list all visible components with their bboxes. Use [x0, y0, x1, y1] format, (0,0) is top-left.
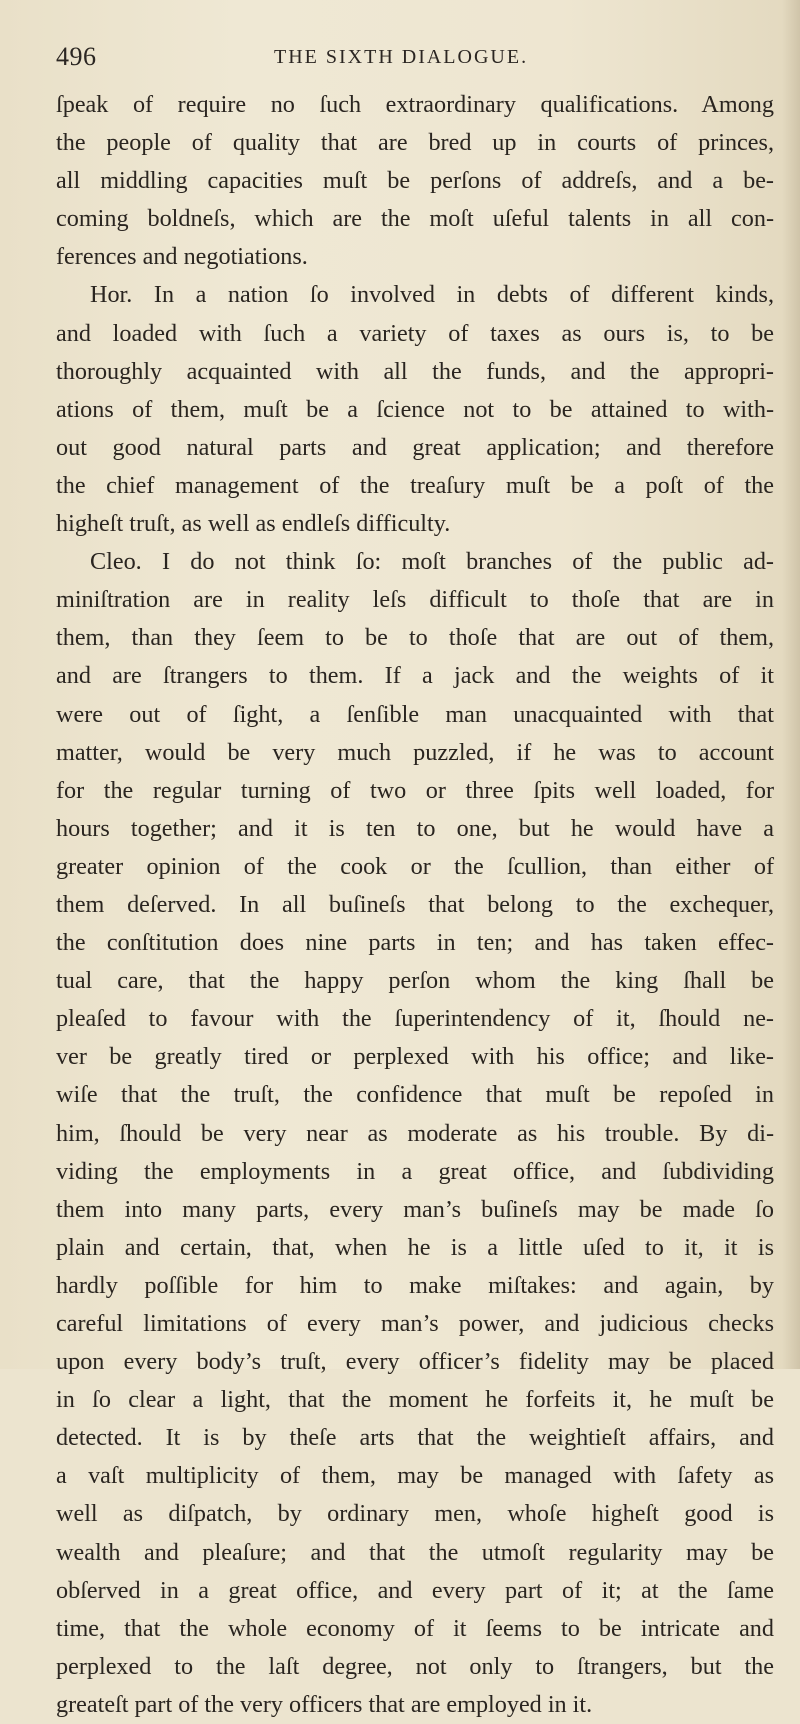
- text-line: wealth and pleaſure; and that the utmoſt regularity may be: [56, 1538, 774, 1566]
- text-line: pleaſed to favour with the ſuperintendency of it, ſhould ne-: [56, 1005, 774, 1033]
- text-line: hours together; and it is ten to one, but he would have a: [56, 814, 774, 842]
- text-line: them, than they ſeem to be to thoſe that are out of them,: [56, 624, 774, 652]
- text-line: them into many parts, every man’s buſineſs may be made ſo: [56, 1195, 774, 1223]
- text-line: well as diſpatch, by ordinary men, whoſe higheſt good is: [56, 1500, 774, 1528]
- text-line: a vaſt multiplicity of them, may be managed with ſafety as: [56, 1462, 774, 1490]
- text-line: the conſtitution does nine parts in ten; and has taken effec-: [56, 929, 774, 957]
- text-line: higheſt truſt, as well as endleſs difficulty.: [56, 510, 451, 538]
- text-line: plain and certain, that, when he is a little uſed to it, it is: [56, 1233, 774, 1261]
- text-line: for the regular turning of two or three ſpits well loaded, for: [56, 776, 774, 804]
- text-line: and are ſtrangers to them. If a jack and the weights of it: [56, 662, 774, 690]
- page-number: 496: [56, 42, 97, 71]
- text-line: and loaded with ſuch a variety of taxes as ours is, to be: [56, 319, 774, 347]
- text-line: Hor. In a nation ſo involved in debts of different kinds,: [90, 281, 774, 309]
- text-line: all middling capacities muſt be perſons of addreſs, and a be-: [56, 167, 774, 195]
- text-line: coming boldneſs, which are the moſt uſeful talents in all con-: [56, 205, 774, 233]
- text-line: miniſtration are in reality leſs difficult to thoſe that are in: [56, 586, 774, 614]
- text-line: careful limitations of every man’s power, and judicious checks: [56, 1310, 774, 1337]
- text-line: him, ſhould be very near as moderate as his trouble. By di-: [56, 1119, 774, 1147]
- text-line: upon every body’s truſt, every officer’s fidelity may be placed: [56, 1348, 774, 1376]
- text-line: perplexed to the laſt degree, not only to ſtrangers, but the: [56, 1652, 774, 1680]
- text-line: matter, would be very much puzzled, if he was to account: [56, 738, 774, 766]
- text-line: the chief management of the treaſury muſt be a poſt of the: [56, 471, 774, 499]
- text-line: Cleo. I do not think ſo: moſt branches of the public ad-: [90, 548, 774, 576]
- text-line: obſerved in a great office, and every part of it; at the ſame: [56, 1576, 774, 1604]
- text-line: were out of ſight, a ſenſible man unacquainted with that: [56, 700, 774, 728]
- text-line: in ſo clear a light, that the moment he forfeits it, he muſt be: [56, 1386, 774, 1414]
- text-line: hardly poſſible for him to make miſtakes: and again, by: [56, 1271, 774, 1299]
- text-line: ferences and negotiations.: [56, 243, 308, 271]
- text-line: out good natural parts and great application; and therefore: [56, 433, 774, 461]
- text-line: ations of them, muſt be a ſcience not to be attained to with-: [56, 395, 774, 423]
- text-line: viding the employments in a great office, and ſubdividing: [56, 1157, 774, 1185]
- text-line: thoroughly acquainted with all the funds, and the appropri-: [56, 357, 774, 385]
- text-line: tual care, that the happy perſon whom the king ſhall be: [56, 967, 774, 995]
- text-line: ver be greatly tired or perplexed with his office; and like-: [56, 1043, 774, 1071]
- text-line: time, that the whole economy of it ſeems to be intricate and: [56, 1614, 774, 1642]
- page-edge-shadow: [782, 0, 800, 1369]
- text-line: detected. It is by theſe arts that the weightieſt affairs, and: [56, 1424, 774, 1452]
- text-line: greateſt part of the very officers that are employed in it.: [56, 1690, 593, 1718]
- text-line: the people of quality that are bred up in courts of princes,: [56, 129, 774, 157]
- text-line: ſpeak of require no ſuch extraordinary qualifications. Among: [56, 91, 774, 118]
- body-text: [56, 86, 774, 1724]
- text-line: wiſe that the truſt, the confidence that muſt be repoſed in: [56, 1081, 774, 1109]
- text-line: them deſerved. In all buſineſs that belong to the exchequer,: [56, 890, 774, 918]
- running-head: THE SIXTH DIALOGUE.: [274, 46, 529, 68]
- page-header: [56, 42, 760, 72]
- text-line: greater opinion of the cook or the ſcullion, than either of: [56, 852, 774, 880]
